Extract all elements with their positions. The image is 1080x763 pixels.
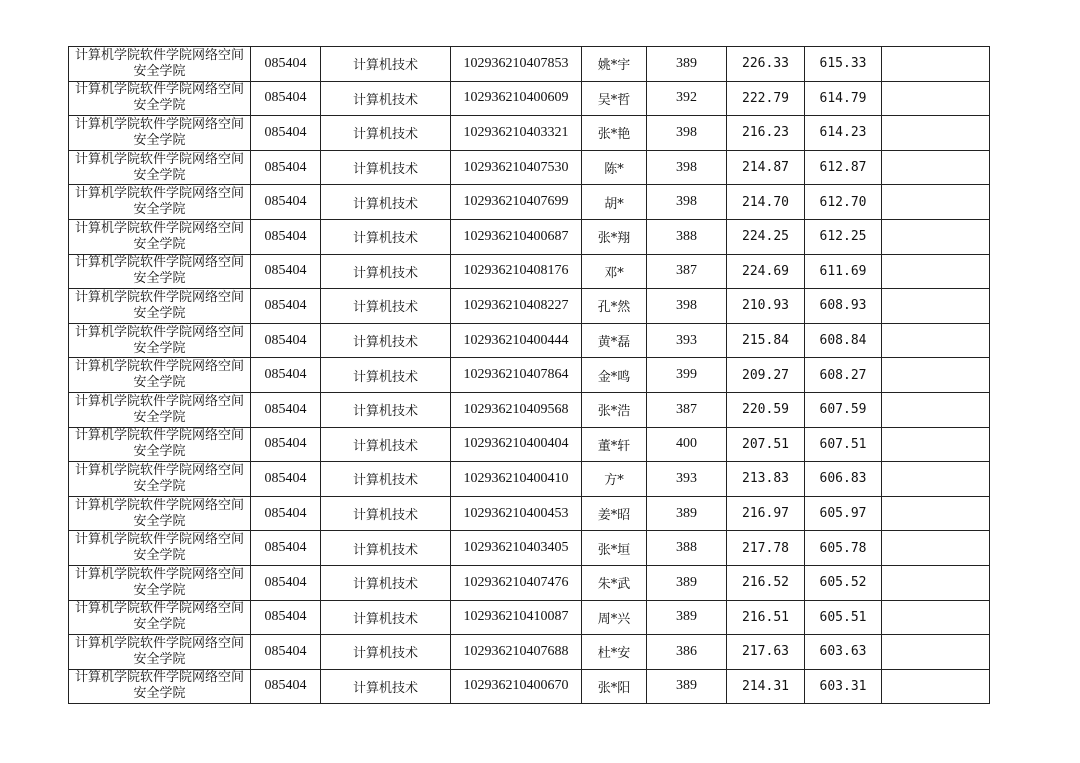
initial-score-cell: 398 <box>647 116 727 151</box>
total-score-cell: 603.63 <box>805 635 882 670</box>
total-score-cell: 608.27 <box>805 358 882 393</box>
remark-cell <box>882 289 990 324</box>
candidate-name-cell: 金*鸣 <box>582 358 647 393</box>
retest-score-cell: 214.87 <box>727 150 805 185</box>
initial-score-cell: 387 <box>647 254 727 289</box>
college-cell: 计算机学院软件学院网络空间安全学院 <box>69 116 251 151</box>
remark-cell <box>882 496 990 531</box>
exam-id-cell: 102936210400670 <box>451 669 582 704</box>
initial-score-cell: 398 <box>647 185 727 220</box>
major-name-cell: 计算机技术 <box>321 185 451 220</box>
retest-score-cell: 224.25 <box>727 219 805 254</box>
major-code-cell: 085404 <box>251 600 321 635</box>
remark-cell <box>882 600 990 635</box>
major-name-cell: 计算机技术 <box>321 150 451 185</box>
initial-score-cell: 389 <box>647 600 727 635</box>
table-row <box>69 150 990 185</box>
college-cell: 计算机学院软件学院网络空间安全学院 <box>69 323 251 358</box>
total-score-cell: 612.25 <box>805 219 882 254</box>
remark-cell <box>882 47 990 82</box>
major-name-cell: 计算机技术 <box>321 392 451 427</box>
retest-score-cell: 209.27 <box>727 358 805 393</box>
exam-id-cell: 102936210400444 <box>451 323 582 358</box>
retest-score-cell: 216.97 <box>727 496 805 531</box>
initial-score-cell: 393 <box>647 323 727 358</box>
remark-cell <box>882 185 990 220</box>
table-row <box>69 392 990 427</box>
candidate-name-cell: 张*垣 <box>582 531 647 566</box>
major-name-cell: 计算机技术 <box>321 81 451 116</box>
college-cell: 计算机学院软件学院网络空间安全学院 <box>69 150 251 185</box>
initial-score-cell: 392 <box>647 81 727 116</box>
initial-score-cell: 398 <box>647 289 727 324</box>
initial-score-cell: 388 <box>647 531 727 566</box>
retest-score-cell: 215.84 <box>727 323 805 358</box>
college-cell: 计算机学院软件学院网络空间安全学院 <box>69 565 251 600</box>
table-row <box>69 323 990 358</box>
candidate-name-cell: 周*兴 <box>582 600 647 635</box>
initial-score-cell: 398 <box>647 150 727 185</box>
table-row <box>69 496 990 531</box>
major-code-cell: 085404 <box>251 219 321 254</box>
retest-score-cell: 222.79 <box>727 81 805 116</box>
initial-score-cell: 389 <box>647 47 727 82</box>
major-name-cell: 计算机技术 <box>321 531 451 566</box>
major-code-cell: 085404 <box>251 116 321 151</box>
remark-cell <box>882 669 990 704</box>
total-score-cell: 608.84 <box>805 323 882 358</box>
total-score-cell: 606.83 <box>805 462 882 497</box>
college-cell: 计算机学院软件学院网络空间安全学院 <box>69 185 251 220</box>
total-score-cell: 607.51 <box>805 427 882 462</box>
table-row <box>69 289 990 324</box>
college-cell: 计算机学院软件学院网络空间安全学院 <box>69 81 251 116</box>
major-name-cell: 计算机技术 <box>321 219 451 254</box>
exam-id-cell: 102936210407864 <box>451 358 582 393</box>
total-score-cell: 605.51 <box>805 600 882 635</box>
total-score-cell: 611.69 <box>805 254 882 289</box>
table-row <box>69 47 990 82</box>
total-score-cell: 605.52 <box>805 565 882 600</box>
retest-score-cell: 210.93 <box>727 289 805 324</box>
major-name-cell: 计算机技术 <box>321 600 451 635</box>
initial-score-cell: 387 <box>647 392 727 427</box>
admission-score-table <box>68 46 990 704</box>
major-code-cell: 085404 <box>251 531 321 566</box>
college-cell: 计算机学院软件学院网络空间安全学院 <box>69 531 251 566</box>
table-row <box>69 427 990 462</box>
exam-id-cell: 102936210407853 <box>451 47 582 82</box>
exam-id-cell: 102936210400609 <box>451 81 582 116</box>
candidate-name-cell: 杜*安 <box>582 635 647 670</box>
table-row <box>69 635 990 670</box>
college-cell: 计算机学院软件学院网络空间安全学院 <box>69 635 251 670</box>
retest-score-cell: 216.51 <box>727 600 805 635</box>
total-score-cell: 614.23 <box>805 116 882 151</box>
initial-score-cell: 388 <box>647 219 727 254</box>
major-code-cell: 085404 <box>251 565 321 600</box>
college-cell: 计算机学院软件学院网络空间安全学院 <box>69 392 251 427</box>
college-cell: 计算机学院软件学院网络空间安全学院 <box>69 47 251 82</box>
retest-score-cell: 214.31 <box>727 669 805 704</box>
total-score-cell: 612.70 <box>805 185 882 220</box>
remark-cell <box>882 462 990 497</box>
major-name-cell: 计算机技术 <box>321 47 451 82</box>
total-score-cell: 615.33 <box>805 47 882 82</box>
candidate-name-cell: 邓* <box>582 254 647 289</box>
major-name-cell: 计算机技术 <box>321 565 451 600</box>
retest-score-cell: 220.59 <box>727 392 805 427</box>
remark-cell <box>882 254 990 289</box>
initial-score-cell: 399 <box>647 358 727 393</box>
major-code-cell: 085404 <box>251 47 321 82</box>
college-cell: 计算机学院软件学院网络空间安全学院 <box>69 600 251 635</box>
initial-score-cell: 389 <box>647 669 727 704</box>
candidate-name-cell: 黄*磊 <box>582 323 647 358</box>
total-score-cell: 612.87 <box>805 150 882 185</box>
exam-id-cell: 102936210407688 <box>451 635 582 670</box>
remark-cell <box>882 116 990 151</box>
major-name-cell: 计算机技术 <box>321 635 451 670</box>
remark-cell <box>882 150 990 185</box>
retest-score-cell: 213.83 <box>727 462 805 497</box>
table-row <box>69 254 990 289</box>
total-score-cell: 605.97 <box>805 496 882 531</box>
exam-id-cell: 102936210407476 <box>451 565 582 600</box>
major-name-cell: 计算机技术 <box>321 323 451 358</box>
table-row <box>69 669 990 704</box>
total-score-cell: 614.79 <box>805 81 882 116</box>
candidate-name-cell: 孔*然 <box>582 289 647 324</box>
total-score-cell: 608.93 <box>805 289 882 324</box>
retest-score-cell: 207.51 <box>727 427 805 462</box>
major-name-cell: 计算机技术 <box>321 254 451 289</box>
retest-score-cell: 216.23 <box>727 116 805 151</box>
candidate-name-cell: 张*阳 <box>582 669 647 704</box>
table-row <box>69 219 990 254</box>
major-name-cell: 计算机技术 <box>321 669 451 704</box>
remark-cell <box>882 219 990 254</box>
major-code-cell: 085404 <box>251 289 321 324</box>
retest-score-cell: 214.70 <box>727 185 805 220</box>
initial-score-cell: 400 <box>647 427 727 462</box>
retest-score-cell: 217.78 <box>727 531 805 566</box>
initial-score-cell: 389 <box>647 496 727 531</box>
major-name-cell: 计算机技术 <box>321 427 451 462</box>
major-code-cell: 085404 <box>251 323 321 358</box>
exam-id-cell: 102936210403405 <box>451 531 582 566</box>
remark-cell <box>882 323 990 358</box>
candidate-name-cell: 吴*哲 <box>582 81 647 116</box>
exam-id-cell: 102936210403321 <box>451 116 582 151</box>
table-row <box>69 600 990 635</box>
initial-score-cell: 393 <box>647 462 727 497</box>
candidate-name-cell: 姜*昭 <box>582 496 647 531</box>
exam-id-cell: 102936210407530 <box>451 150 582 185</box>
candidate-name-cell: 董*轩 <box>582 427 647 462</box>
remark-cell <box>882 635 990 670</box>
candidate-name-cell: 朱*武 <box>582 565 647 600</box>
college-cell: 计算机学院软件学院网络空间安全学院 <box>69 462 251 497</box>
table-row <box>69 358 990 393</box>
candidate-name-cell: 姚*宇 <box>582 47 647 82</box>
retest-score-cell: 224.69 <box>727 254 805 289</box>
major-code-cell: 085404 <box>251 462 321 497</box>
exam-id-cell: 102936210400410 <box>451 462 582 497</box>
table-row <box>69 116 990 151</box>
remark-cell <box>882 531 990 566</box>
remark-cell <box>882 565 990 600</box>
college-cell: 计算机学院软件学院网络空间安全学院 <box>69 358 251 393</box>
major-code-cell: 085404 <box>251 635 321 670</box>
remark-cell <box>882 81 990 116</box>
major-code-cell: 085404 <box>251 427 321 462</box>
major-code-cell: 085404 <box>251 392 321 427</box>
college-cell: 计算机学院软件学院网络空间安全学院 <box>69 496 251 531</box>
exam-id-cell: 102936210408176 <box>451 254 582 289</box>
remark-cell <box>882 392 990 427</box>
exam-id-cell: 102936210400404 <box>451 427 582 462</box>
initial-score-cell: 389 <box>647 565 727 600</box>
major-name-cell: 计算机技术 <box>321 462 451 497</box>
table-body <box>69 47 990 704</box>
retest-score-cell: 216.52 <box>727 565 805 600</box>
college-cell: 计算机学院软件学院网络空间安全学院 <box>69 254 251 289</box>
table-row <box>69 531 990 566</box>
total-score-cell: 607.59 <box>805 392 882 427</box>
candidate-name-cell: 张*翔 <box>582 219 647 254</box>
major-code-cell: 085404 <box>251 81 321 116</box>
total-score-cell: 603.31 <box>805 669 882 704</box>
major-name-cell: 计算机技术 <box>321 358 451 393</box>
table-row <box>69 565 990 600</box>
exam-id-cell: 102936210400687 <box>451 219 582 254</box>
major-name-cell: 计算机技术 <box>321 289 451 324</box>
exam-id-cell: 102936210410087 <box>451 600 582 635</box>
candidate-name-cell: 方* <box>582 462 647 497</box>
remark-cell <box>882 427 990 462</box>
candidate-name-cell: 陈* <box>582 150 647 185</box>
table-row <box>69 462 990 497</box>
total-score-cell: 605.78 <box>805 531 882 566</box>
exam-id-cell: 102936210408227 <box>451 289 582 324</box>
exam-id-cell: 102936210407699 <box>451 185 582 220</box>
initial-score-cell: 386 <box>647 635 727 670</box>
retest-score-cell: 217.63 <box>727 635 805 670</box>
score-sheet <box>68 46 990 704</box>
major-code-cell: 085404 <box>251 185 321 220</box>
major-name-cell: 计算机技术 <box>321 116 451 151</box>
major-code-cell: 085404 <box>251 150 321 185</box>
college-cell: 计算机学院软件学院网络空间安全学院 <box>69 669 251 704</box>
college-cell: 计算机学院软件学院网络空间安全学院 <box>69 289 251 324</box>
major-name-cell: 计算机技术 <box>321 496 451 531</box>
candidate-name-cell: 张*浩 <box>582 392 647 427</box>
major-code-cell: 085404 <box>251 254 321 289</box>
candidate-name-cell: 胡* <box>582 185 647 220</box>
candidate-name-cell: 张*艳 <box>582 116 647 151</box>
major-code-cell: 085404 <box>251 669 321 704</box>
table-row <box>69 185 990 220</box>
remark-cell <box>882 358 990 393</box>
college-cell: 计算机学院软件学院网络空间安全学院 <box>69 219 251 254</box>
major-code-cell: 085404 <box>251 496 321 531</box>
college-cell: 计算机学院软件学院网络空间安全学院 <box>69 427 251 462</box>
major-code-cell: 085404 <box>251 358 321 393</box>
exam-id-cell: 102936210409568 <box>451 392 582 427</box>
exam-id-cell: 102936210400453 <box>451 496 582 531</box>
table-row <box>69 81 990 116</box>
retest-score-cell: 226.33 <box>727 47 805 82</box>
